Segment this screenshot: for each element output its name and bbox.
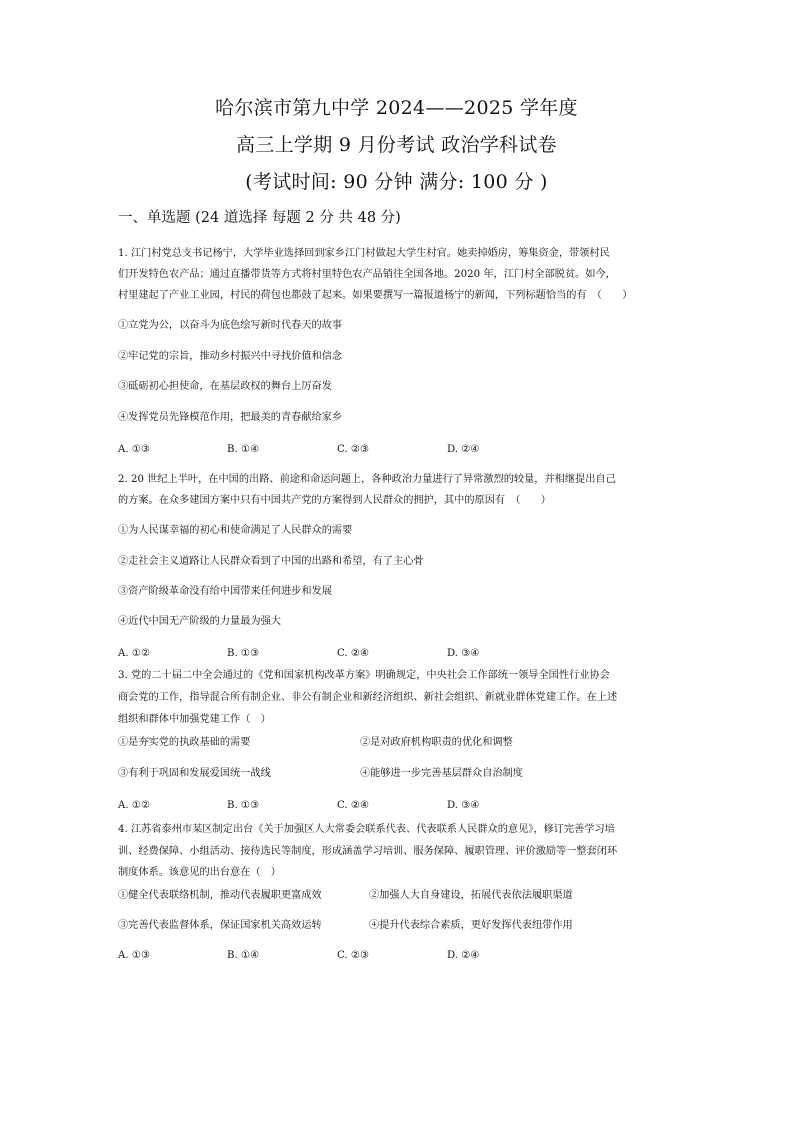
statement-item: ②加强人大自身建设，拓展代表依法履职渠道	[369, 890, 573, 901]
statement-item: ④提升代表综合素质，更好发挥代表纽带作用	[369, 920, 573, 931]
choice-c[interactable]: C. ②④	[337, 800, 370, 811]
statement-item: ④能够进一步完善基层群众自治制度	[360, 768, 523, 779]
choice-b[interactable]: B. ①③	[227, 800, 260, 811]
choice-d[interactable]: D. ②④	[447, 950, 480, 961]
statement-item: ①立党为公，以奋斗为底色绘写新时代春天的故事	[118, 320, 343, 331]
choice-c[interactable]: C. ②③	[337, 950, 370, 961]
question-stem-line: 们开发特色农产品；通过直播带货等方式将村里特色农产品销往全国各地。2020 年，江门村全部脱贫。如今，	[118, 269, 616, 280]
statement-item: ③完善代表监督体系，保证国家机关高效运转	[118, 920, 322, 931]
statement-item: ③砥砺初心担使命，在基层政权的舞台上厉奋发	[118, 381, 332, 392]
choice-d[interactable]: D. ②④	[447, 444, 480, 455]
choice-a[interactable]: A. ①③	[118, 950, 151, 961]
exam-time-info: (考试时间: 90 分钟 满分: 100 分 )	[245, 171, 548, 193]
question-stem-line: 1. 江门村党总支书记杨宁，大学毕业选择回到家乡江门村做起大学生村官。她卖掉婚房，筹集资金，带领村民	[118, 248, 610, 259]
choice-c[interactable]: C. ②④	[337, 648, 370, 659]
question-stem-line: 3. 党的二十届二中全会通过的《党和国家机构改革方案》明确规定，中央社会工作部统一领导全国性行业协会	[118, 670, 610, 681]
question-stem-line: 制度体系。该意见的出台意在（ ）	[118, 867, 281, 878]
question-stem-line: 训、经费保障、小组活动、接待选民等制度，形成涵盖学习培训、服务保障、履职管理、评价激励等一整套闭环	[118, 846, 618, 857]
statement-item: ①健全代表联络机制，推动代表履职更富成效	[118, 890, 322, 901]
question-stem-line: 商会党的工作，指导混合所有制企业、非公有制企业和新经济组织、新社会组织、新就业群体党建工作。在上述	[118, 692, 618, 703]
question-stem-line: 4. 江苏省泰州市某区制定出台《关于加强区人大常委会联系代表、代表联系人民群众的意见》，修订完善学习培	[118, 824, 615, 835]
choice-a[interactable]: A. ①②	[118, 800, 151, 811]
statement-item: ③有利于巩固和发展爱国统一战线	[118, 768, 271, 779]
choice-c[interactable]: C. ②③	[337, 444, 370, 455]
choice-b[interactable]: B. ①③	[227, 648, 260, 659]
exam-subject-title: 高三上学期 9 月份考试 政治学科试卷	[236, 134, 557, 156]
question-stem-line: 村里建起了产业工业园，村民的荷包也都鼓了起来。如果要撰写一篇报道杨宁的新闻，下列标题恰当的有 （ ）	[118, 290, 633, 301]
question-stem-line: 的方案。在众多建国方案中只有中国共产党的方案得到人民群众的拥护，其中的原因有 （ ）	[118, 495, 551, 506]
exam-school-title: 哈尔滨市第九中学 2024——2025 学年度	[215, 97, 578, 119]
statement-item: ④发挥党员先锋模范作用，把最美的青春献给家乡	[118, 412, 343, 423]
statement-item: ②牢记党的宗旨，推动乡村振兴中寻找价值和信念	[118, 351, 343, 362]
statement-item: ①为人民谋幸福的初心和使命满足了人民群众的需要	[118, 525, 353, 536]
choice-d[interactable]: D. ③④	[447, 648, 480, 659]
choice-a[interactable]: A. ①③	[118, 444, 151, 455]
choice-d[interactable]: D. ③④	[447, 800, 480, 811]
statement-item: ④近代中国无产阶级的力量最为强大	[118, 616, 281, 627]
choice-b[interactable]: B. ①④	[227, 950, 260, 961]
statement-item: ①是夯实党的执政基础的需要	[118, 737, 251, 748]
choice-b[interactable]: B. ①④	[227, 444, 260, 455]
question-stem-line: 组织和群体中加强党建工作（ ）	[118, 714, 271, 725]
choice-a[interactable]: A. ①②	[118, 648, 151, 659]
statement-item: ③资产阶级革命没有给中国带来任何进步和发展	[118, 586, 332, 597]
statement-item: ②走社会主义道路让人民群众看到了中国的出路和希望，有了主心骨	[118, 556, 424, 567]
section-heading: 一、单选题 (24 道选择 每题 2 分 共 48 分)	[118, 210, 401, 226]
statement-item: ②是对政府机构职责的优化和调整	[360, 737, 513, 748]
question-stem-line: 2. 20 世纪上半叶，在中国的出路、前途和命运问题上，各种政治力量进行了异常激烈的较量，并相继提出自己	[118, 474, 616, 485]
